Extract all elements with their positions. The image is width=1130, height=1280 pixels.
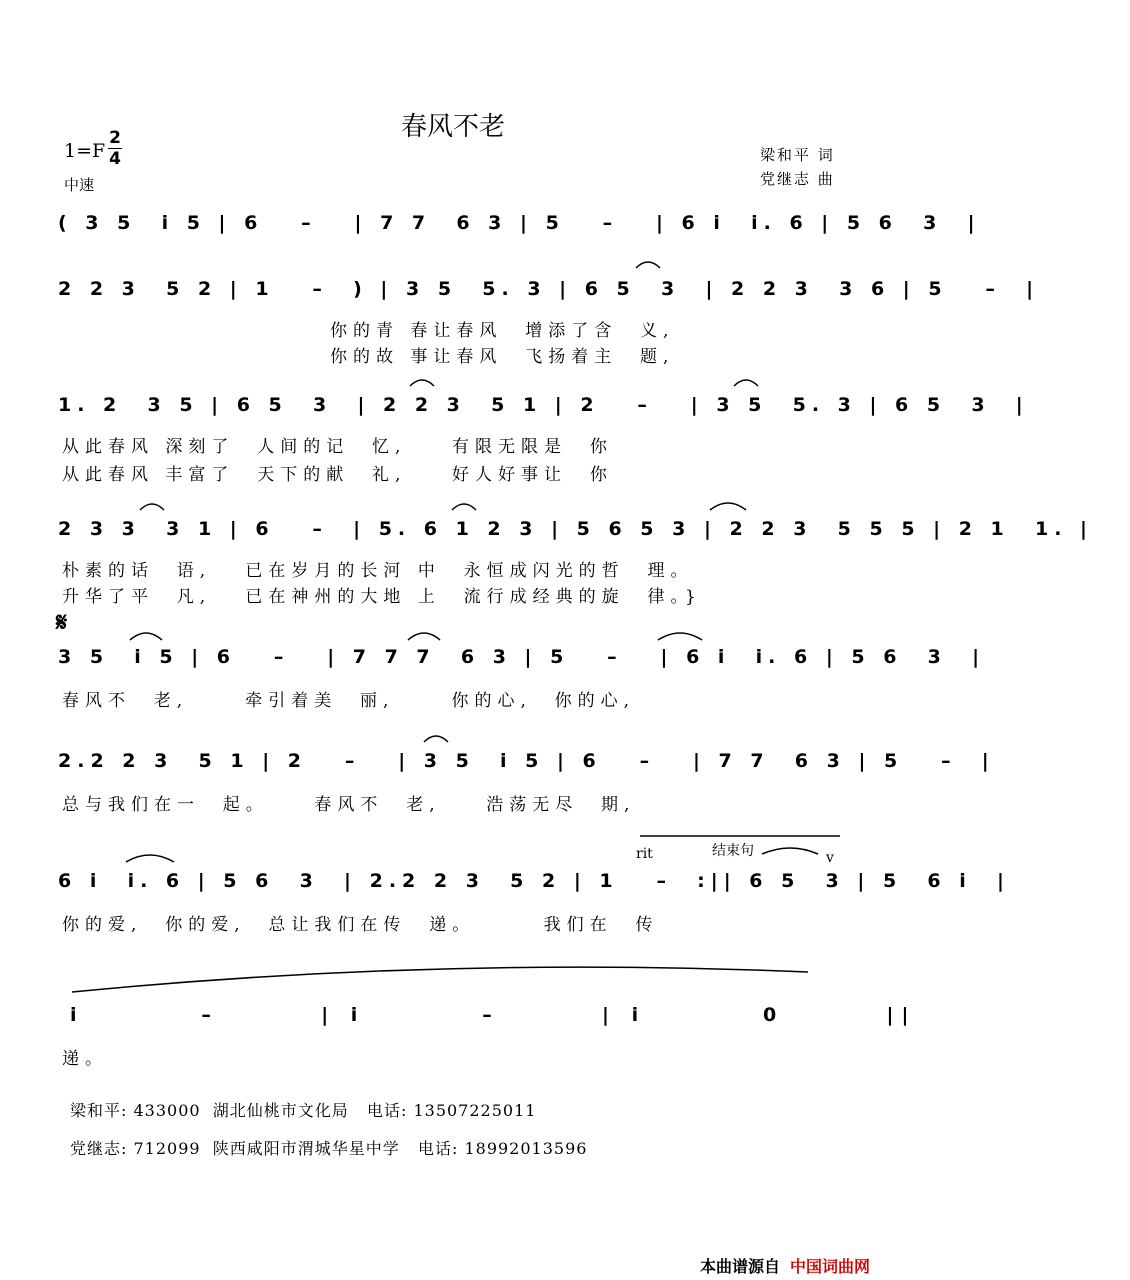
breath-mark: v [826, 850, 834, 866]
time-signature-top: 2 [109, 128, 121, 148]
contact-lyricist: 梁和平: 433000 湖北仙桃市文化局 电话: 13507225011 [70, 1101, 537, 1120]
notation-row-7: 6 i i. 6 | 5 6 3 | 2.2 2 3 5 2 | 1 – :|| 6 5 3 | 5 6 i | [58, 870, 1010, 892]
notation-row-2: 2 2 3 5 2 | 1 – ) | 3 5 5. 3 | 6 5 3 | 2 2 3 3 6 | 5 – | [58, 278, 1040, 300]
notation-row-1: ( 3 5 i 5 | 6 – | 7 7 6 3 | 5 – | 6 i i. 6 | 5 6 3 | [58, 212, 981, 234]
lyric-row-4-verse-1: 朴素的话 语, 已在岁月的长河 中 永恒成闪光的哲 理。 [62, 561, 694, 581]
notation-row-8: i – | i – | i 0 || [70, 1004, 917, 1026]
segno-mark: 𝄋 [56, 608, 68, 638]
lyric-row-3-verse-2: 从此春风 丰富了 天下的献 礼, 好人好事让 你 [62, 465, 613, 485]
lyric-row-3-verse-1: 从此春风 深刻了 人间的记 忆, 有限无限是 你 [62, 437, 613, 457]
song-title: 春风不老 [400, 112, 505, 142]
slur-row-7 [126, 855, 174, 862]
slur-row-4b [452, 504, 476, 510]
time-signature-bottom: 4 [109, 149, 121, 169]
contact-composer: 党继志: 712099 陕西咸阳市渭城华星中学 电话: 18992013596 [70, 1139, 588, 1158]
ending-tie [762, 848, 818, 854]
slur-row-4a [140, 504, 164, 510]
slur-row-3b [734, 380, 758, 386]
ending-label: 结束句 [712, 843, 754, 859]
notation-row-3: 1. 2 3 5 | 6 5 3 | 2 2 3 5 1 | 2 – | 3 5 5. 3 | 6 5 3 | [58, 394, 1029, 416]
lyric-row-6: 总与我们在一 起。 春风不 老, 浩荡无尽 期, [62, 795, 636, 815]
slur-row-4c [710, 503, 746, 510]
slur-row-5c [658, 633, 702, 640]
lyric-row-2-verse-1: 你的青 春让春风 增添了含 义, [330, 321, 675, 341]
slur-row-5b [408, 633, 440, 640]
slur-row-3a [410, 380, 434, 386]
key-signature: 1=F [64, 140, 106, 162]
lyric-row-2-verse-2: 你的故 事让春风 飞扬着主 题, [330, 347, 675, 367]
notation-row-5: 3 5 i 5 | 6 – | 7 7 7 6 3 | 5 – | 6 i i. 6 | 5 6 3 | [58, 646, 986, 668]
notation-row-4: 2 3 3 3 1 | 6 – | 5. 6 1 2 3 | 5 6 5 3 | 2 2 3 5 5 5 | 2 1 1. | [58, 518, 1093, 540]
slur-row-6 [424, 736, 448, 742]
composer-credit: 党继志 曲 [760, 170, 835, 188]
slur-row-5a [130, 633, 162, 640]
source-label: 本曲谱源自 [700, 1257, 781, 1276]
tempo-marking: 中速 [64, 176, 95, 194]
lyric-row-7: 你的爱, 你的爱, 总让我们在传 递。 我们在 传 [62, 915, 659, 935]
slur-row-2 [636, 262, 660, 268]
lyric-row-4-verse-2: 升华了平 凡, 已在神州的大地 上 流行成经典的旋 律。} [62, 587, 702, 607]
ending-slur [72, 967, 808, 992]
lyric-row-5: 春风不 老, 牵引着美 丽, 你的心, 你的心, [62, 691, 636, 711]
lyricist-credit: 梁和平 词 [760, 146, 835, 164]
site-link[interactable]: 中国词曲网 [790, 1257, 871, 1276]
notation-row-6: 2.2 2 3 5 1 | 2 – | 3 5 i 5 | 6 – | 7 7 6 3 | 5 – | [58, 750, 995, 772]
rit-mark: rit [636, 846, 653, 862]
lyric-row-8: 递。 [62, 1049, 108, 1069]
